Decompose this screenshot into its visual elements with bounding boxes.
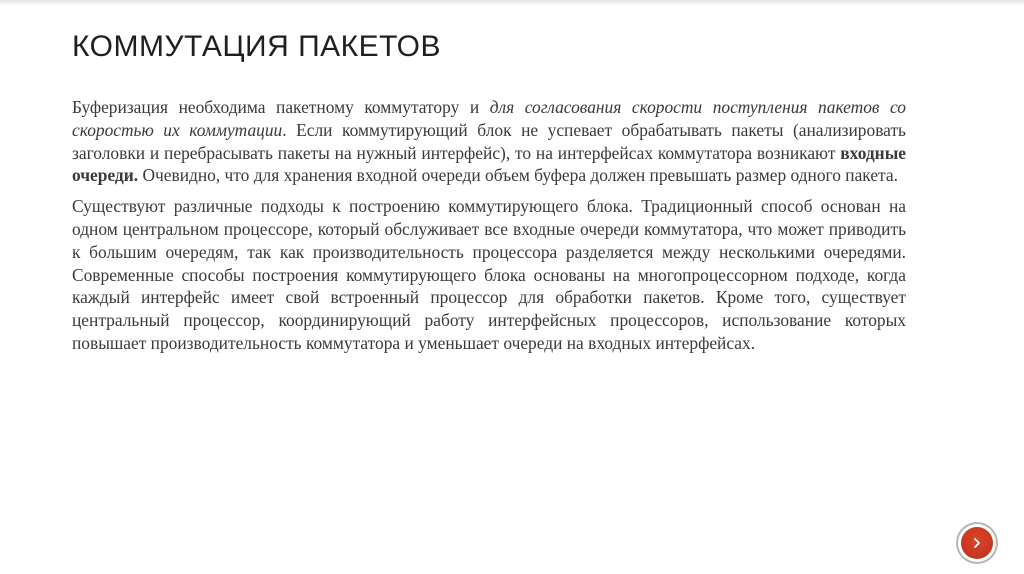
p1-emphasis: для согласования скорости поступления пакетов со скоростью их коммутации [72,97,906,140]
slide-body [72,96,906,363]
p1-text-2: . Если коммутирующий блок не успевает обрабатывать пакеты (анализировать заголовки и перебрасывать пакеты на нужный интерфейс), то на интерфейсах коммутатора возникают [72,119,906,163]
top-shadow [0,0,1024,6]
p1-text-3: Очевидно, что для хранения входной очереди объем буфера должен превышать размер одного пакета. [138,165,898,186]
slide-title: КОММУТАЦИЯ ПАКЕТОВ [72,30,441,63]
paragraph-buffering [72,96,906,187]
p1-text-1: Буферизация необходима пакетному коммутатору и [72,97,490,117]
next-slide-button-face[interactable] [961,527,993,559]
chevron-right-icon [970,536,984,550]
next-slide-button[interactable] [958,524,996,562]
paragraph-approaches: Существуют различные подходы к построению коммутирующего блока. Традиционный способ основан на одном центральном процессоре, который обслуживает все входные очереди коммутатора, что может приводить к большим очередям, так как производительность процессора разделяется между несколькими очередями. Современные способы построения коммутирующего блока основаны на многопроцессорном подходе, когда каждый интерфейс имеет свой встроенный процессор для обработки пакетов. Кроме того, существует центральный процессор, координирующий работу интерфейсных процессоров, использование которых повышает производительность коммутатора и уменьшает очереди на входных интерфейсах. [72,196,906,353]
p1-bold: входные очереди. [72,142,906,186]
